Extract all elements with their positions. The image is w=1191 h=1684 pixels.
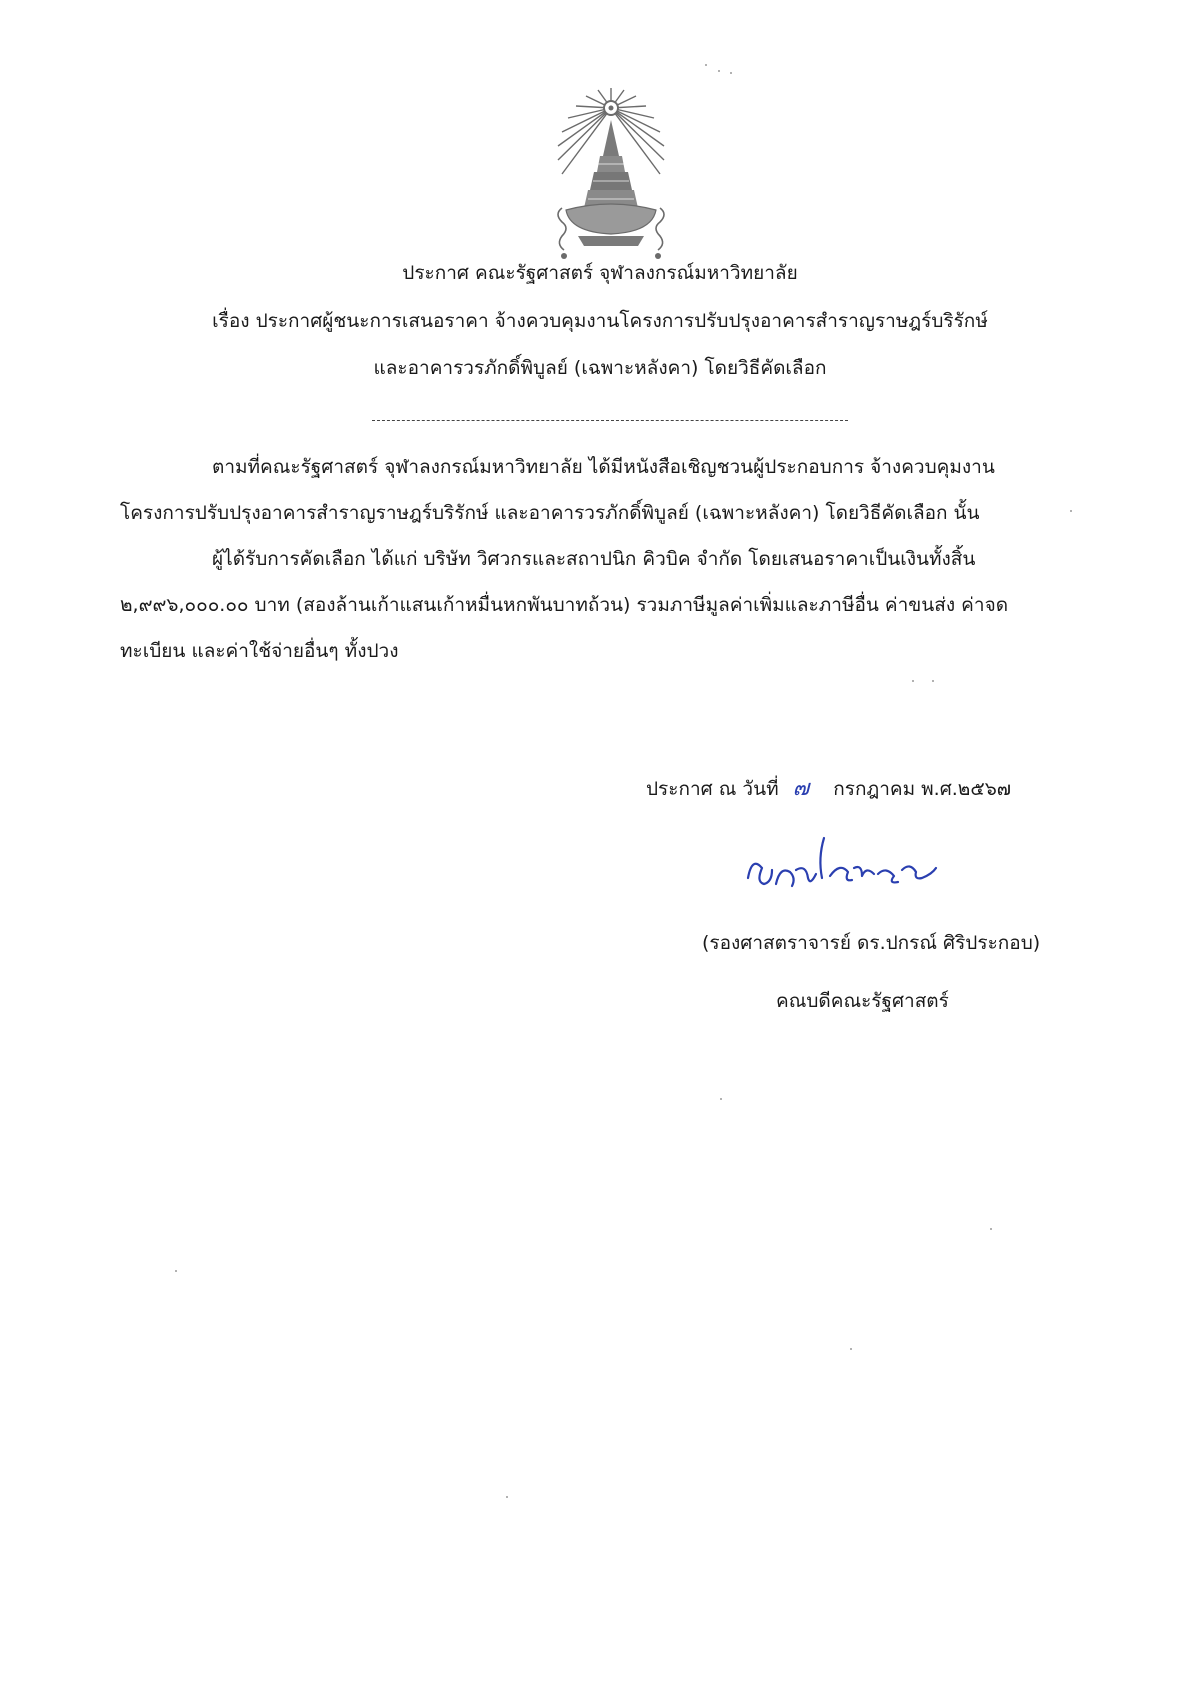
date-prefix: ประกาศ ณ วันที่ xyxy=(646,778,779,800)
scan-speck xyxy=(850,1348,852,1350)
dashed-divider xyxy=(372,420,848,421)
scan-speck xyxy=(720,1098,722,1100)
announcement-date xyxy=(646,774,1011,804)
scan-speck xyxy=(718,70,720,72)
scan-speck xyxy=(990,1228,992,1230)
scan-speck xyxy=(932,680,934,682)
scan-speck xyxy=(175,1270,177,1272)
paragraph-1-line-1: ตามที่คณะรัฐศาสตร์ จุฬาลงกรณ์มหาวิทยาลัย ได้มีหนังสือเชิญชวนผู้ประกอบการ จ้างควบคุมงาน xyxy=(212,456,995,478)
university-emblem-icon xyxy=(548,86,674,268)
scan-speck xyxy=(506,1496,508,1498)
paragraph-2-line-2: ๒,๙๙๖,๐๐๐.๐๐ บาท (สองล้านเก้าแสนเก้าหมื่นหกพันบาทถ้วน) รวมภาษีมูลค่าเพิ่มและภาษีอื่น ค่าขนส่ง ค่าจด xyxy=(120,594,1009,616)
announcement-heading: ประกาศ คณะรัฐศาสตร์ จุฬาลงกรณ์มหาวิทยาลัย xyxy=(402,262,798,284)
paragraph-1-line-2: โครงการปรับปรุงอาคารสำราญราษฎร์บริรักษ์ และอาคารวรภักดิ์พิบูลย์ (เฉพาะหลังคา) โดยวิธีคัดเลือก นั้น xyxy=(120,502,980,524)
subject-line-continued: และอาคารวรภักดิ์พิบูลย์ (เฉพาะหลังคา) โดยวิธีคัดเลือก xyxy=(373,357,827,379)
scan-speck xyxy=(1070,510,1072,512)
paragraph-2-line-1: ผู้ได้รับการคัดเลือก ได้แก่ บริษัท วิศวกรและสถาปนิก คิวบิค จำกัด โดยเสนอราคาเป็นเงินทั้งสิ้น xyxy=(212,548,976,570)
handwritten-signature xyxy=(738,818,958,906)
date-day: ๗ xyxy=(792,776,810,801)
scan-speck xyxy=(912,680,914,682)
signatory-position: คณบดีคณะรัฐศาสตร์ xyxy=(776,990,949,1012)
date-month-year: กรกฎาคม พ.ศ.๒๕๖๗ xyxy=(833,778,1012,800)
signatory-name: (รองศาสตราจารย์ ดร.ปกรณ์ ศิริประกอบ) xyxy=(702,932,1041,954)
scan-speck xyxy=(705,64,707,66)
paragraph-2-line-3: ทะเบียน และค่าใช้จ่ายอื่นๆ ทั้งปวง xyxy=(120,640,399,662)
subject-line: เรื่อง ประกาศผู้ชนะการเสนอราคา จ้างควบคุมงานโครงการปรับปรุงอาคารสำราญราษฎร์บริรักษ์ xyxy=(212,310,988,332)
scan-speck xyxy=(730,72,732,74)
